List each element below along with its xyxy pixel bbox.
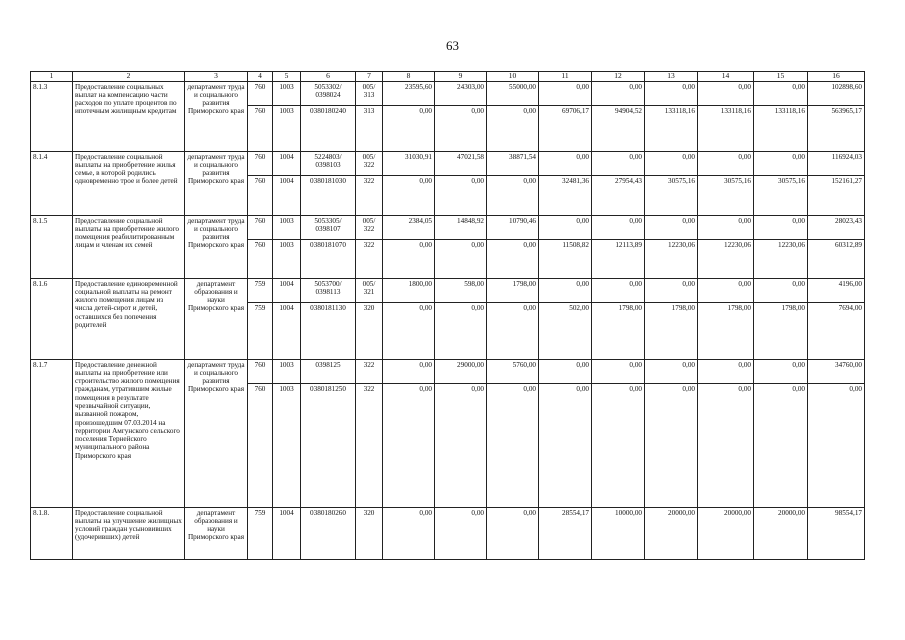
value-cell-c11: 0,00 xyxy=(539,278,592,302)
table-row xyxy=(31,151,865,175)
value-cell-c7: 320 xyxy=(356,507,383,559)
column-number-row xyxy=(31,72,865,82)
value-cell-c14: 0,00 xyxy=(698,383,754,507)
value-cell-c12: 0,00 xyxy=(592,151,645,175)
value-cell-c11: 0,00 xyxy=(539,383,592,507)
value-cell-c12: 0,00 xyxy=(592,278,645,302)
measure-name-cell: Предоставление социальной выплаты на улучшение жилищных условий граждан усыновивших (удочеривших) детей xyxy=(73,507,185,559)
value-cell-c5: 1004 xyxy=(273,302,301,359)
value-cell-c16: 563965,17 xyxy=(808,105,865,151)
value-cell-c6: 5224803/ 0398103 xyxy=(301,151,356,175)
value-cell-c5: 1003 xyxy=(273,359,301,383)
measure-name-cell: Предоставление денежной выплаты на приобретение или строительство жилого помещения гражданам, утратившим жилые помещения в результате чрезвычайной ситуации, вызванной пожаром, произошедшим 07.03.2014 на территории Амгунского сельского поселения Тернейского муниципального района Приморского края xyxy=(73,359,185,507)
department-cell: департамент труда и социального развития Приморского края xyxy=(185,215,248,278)
value-cell-c11: 11508,82 xyxy=(539,239,592,278)
measure-name-cell: Предоставление социальных выплат на компенсацию части расходов по уплате процентов по ипотечным жилищным кредитам xyxy=(73,81,185,151)
value-cell-c9: 0,00 xyxy=(435,105,487,151)
value-cell-c13: 0,00 xyxy=(645,151,698,175)
value-cell-c13: 0,00 xyxy=(645,215,698,239)
value-cell-c14: 0,00 xyxy=(698,81,754,105)
value-cell-c7: 322 xyxy=(356,359,383,383)
value-cell-c14: 0,00 xyxy=(698,215,754,239)
value-cell-c11: 0,00 xyxy=(539,359,592,383)
value-cell-c15: 0,00 xyxy=(754,359,808,383)
value-cell-c8: 0,00 xyxy=(383,302,435,359)
value-cell-c6: 5053700/ 0398113 xyxy=(301,278,356,302)
value-cell-c10: 0,00 xyxy=(487,105,539,151)
value-cell-c4: 760 xyxy=(248,215,273,239)
department-cell: департамент образования и науки Приморского края xyxy=(185,278,248,359)
row-number-cell: 8.1.5 xyxy=(31,215,73,278)
measure-name-cell: Предоставление социальной выплаты на приобретение жилья семье, в которой родились одновременно трое и более детей xyxy=(73,151,185,215)
value-cell-c4: 759 xyxy=(248,302,273,359)
value-cell-c16: 34760,00 xyxy=(808,359,865,383)
row-number-cell: 8.1.6 xyxy=(31,278,73,359)
value-cell-c5: 1004 xyxy=(273,175,301,215)
value-cell-c12: 1798,00 xyxy=(592,302,645,359)
value-cell-c11: 502,00 xyxy=(539,302,592,359)
value-cell-c4: 759 xyxy=(248,507,273,559)
budget-table xyxy=(30,71,865,560)
value-cell-c12: 0,00 xyxy=(592,215,645,239)
column-header: 5 xyxy=(273,72,301,82)
value-cell-c10: 0,00 xyxy=(487,507,539,559)
value-cell-c15: 0,00 xyxy=(754,151,808,175)
value-cell-c14: 1798,00 xyxy=(698,302,754,359)
value-cell-c16: 0,00 xyxy=(808,383,865,507)
value-cell-c9: 0,00 xyxy=(435,239,487,278)
value-cell-c11: 0,00 xyxy=(539,215,592,239)
value-cell-c10: 1798,00 xyxy=(487,278,539,302)
value-cell-c7: 320 xyxy=(356,302,383,359)
table-body xyxy=(31,81,865,559)
value-cell-c9: 29000,00 xyxy=(435,359,487,383)
value-cell-c13: 133118,16 xyxy=(645,105,698,151)
table-row xyxy=(31,359,865,383)
value-cell-c16: 152161,27 xyxy=(808,175,865,215)
value-cell-c15: 1798,00 xyxy=(754,302,808,359)
column-header: 10 xyxy=(487,72,539,82)
department-cell: департамент труда и социального развития Приморского края xyxy=(185,81,248,151)
value-cell-c15: 0,00 xyxy=(754,215,808,239)
value-cell-c16: 28023,43 xyxy=(808,215,865,239)
value-cell-c11: 32481,36 xyxy=(539,175,592,215)
column-header: 12 xyxy=(592,72,645,82)
value-cell-c8: 0,00 xyxy=(383,175,435,215)
value-cell-c8: 0,00 xyxy=(383,239,435,278)
value-cell-c5: 1003 xyxy=(273,383,301,507)
column-header: 7 xyxy=(356,72,383,82)
value-cell-c15: 12230,06 xyxy=(754,239,808,278)
row-number-cell: 8.1.7 xyxy=(31,359,73,507)
column-header: 13 xyxy=(645,72,698,82)
value-cell-c10: 55000,00 xyxy=(487,81,539,105)
value-cell-c7: 005/ 322 xyxy=(356,151,383,175)
value-cell-c4: 760 xyxy=(248,105,273,151)
value-cell-c4: 760 xyxy=(248,239,273,278)
value-cell-c6: 0380181030 xyxy=(301,175,356,215)
value-cell-c10: 0,00 xyxy=(487,383,539,507)
value-cell-c8: 0,00 xyxy=(383,359,435,383)
value-cell-c8: 0,00 xyxy=(383,507,435,559)
value-cell-c9: 0,00 xyxy=(435,302,487,359)
value-cell-c10: 0,00 xyxy=(487,175,539,215)
value-cell-c13: 0,00 xyxy=(645,278,698,302)
value-cell-c12: 0,00 xyxy=(592,383,645,507)
department-cell: департамент образования и науки Приморского края xyxy=(185,507,248,559)
value-cell-c8: 31030,91 xyxy=(383,151,435,175)
column-header: 16 xyxy=(808,72,865,82)
value-cell-c12: 0,00 xyxy=(592,359,645,383)
value-cell-c9: 14848,92 xyxy=(435,215,487,239)
value-cell-c9: 598,00 xyxy=(435,278,487,302)
column-header: 9 xyxy=(435,72,487,82)
department-cell: департамент труда и социального развития Приморского края xyxy=(185,359,248,507)
value-cell-c14: 0,00 xyxy=(698,359,754,383)
value-cell-c15: 20000,00 xyxy=(754,507,808,559)
column-header: 15 xyxy=(754,72,808,82)
value-cell-c14: 0,00 xyxy=(698,278,754,302)
value-cell-c4: 760 xyxy=(248,359,273,383)
column-header: 3 xyxy=(185,72,248,82)
value-cell-c8: 0,00 xyxy=(383,105,435,151)
value-cell-c16: 4196,00 xyxy=(808,278,865,302)
value-cell-c5: 1003 xyxy=(273,105,301,151)
value-cell-c12: 12113,89 xyxy=(592,239,645,278)
value-cell-c6: 0380180240 xyxy=(301,105,356,151)
value-cell-c9: 0,00 xyxy=(435,383,487,507)
value-cell-c14: 12230,06 xyxy=(698,239,754,278)
value-cell-c16: 7694,00 xyxy=(808,302,865,359)
table-row xyxy=(31,278,865,302)
value-cell-c6: 0380181070 xyxy=(301,239,356,278)
value-cell-c8: 1800,00 xyxy=(383,278,435,302)
value-cell-c7: 322 xyxy=(356,383,383,507)
value-cell-c5: 1003 xyxy=(273,215,301,239)
value-cell-c7: 005/ 321 xyxy=(356,278,383,302)
value-cell-c14: 133118,16 xyxy=(698,105,754,151)
value-cell-c13: 12230,06 xyxy=(645,239,698,278)
value-cell-c8: 23595,60 xyxy=(383,81,435,105)
value-cell-c6: 0380181130 xyxy=(301,302,356,359)
value-cell-c11: 28554,17 xyxy=(539,507,592,559)
value-cell-c13: 30575,16 xyxy=(645,175,698,215)
value-cell-c6: 0380180260 xyxy=(301,507,356,559)
value-cell-c10: 10790,46 xyxy=(487,215,539,239)
value-cell-c9: 24303,00 xyxy=(435,81,487,105)
value-cell-c10: 0,00 xyxy=(487,302,539,359)
column-header: 8 xyxy=(383,72,435,82)
value-cell-c7: 313 xyxy=(356,105,383,151)
value-cell-c4: 760 xyxy=(248,151,273,175)
value-cell-c14: 0,00 xyxy=(698,151,754,175)
measure-name-cell: Предоставление социальной выплаты на приобретение жилого помещения реабилитированным лицам и членам их семей xyxy=(73,215,185,278)
page-number: 63 xyxy=(446,38,459,53)
value-cell-c6: 0380181250 xyxy=(301,383,356,507)
row-number-cell: 8.1.4 xyxy=(31,151,73,215)
table-row xyxy=(31,81,865,105)
column-header: 4 xyxy=(248,72,273,82)
value-cell-c5: 1004 xyxy=(273,507,301,559)
value-cell-c7: 322 xyxy=(356,175,383,215)
department-cell: департамент труда и социального развития Приморского края xyxy=(185,151,248,215)
value-cell-c12: 10000,00 xyxy=(592,507,645,559)
value-cell-c5: 1004 xyxy=(273,151,301,175)
row-number-cell: 8.1.3 xyxy=(31,81,73,151)
value-cell-c15: 0,00 xyxy=(754,383,808,507)
value-cell-c10: 5760,00 xyxy=(487,359,539,383)
value-cell-c7: 322 xyxy=(356,239,383,278)
value-cell-c13: 0,00 xyxy=(645,81,698,105)
measure-name-cell: Предоставление единовременной социальной выплаты на ремонт жилого помещения лицам из числа детей-сирот и детей, оставшихся без попечения родителей xyxy=(73,278,185,359)
value-cell-c10: 38871,54 xyxy=(487,151,539,175)
value-cell-c5: 1004 xyxy=(273,278,301,302)
value-cell-c4: 760 xyxy=(248,383,273,507)
value-cell-c12: 0,00 xyxy=(592,81,645,105)
value-cell-c15: 0,00 xyxy=(754,278,808,302)
value-cell-c6: 0398125 xyxy=(301,359,356,383)
value-cell-c10: 0,00 xyxy=(487,239,539,278)
value-cell-c4: 760 xyxy=(248,175,273,215)
column-header: 11 xyxy=(539,72,592,82)
value-cell-c8: 0,00 xyxy=(383,383,435,507)
column-header: 2 xyxy=(73,72,185,82)
value-cell-c9: 47021,58 xyxy=(435,151,487,175)
column-header: 6 xyxy=(301,72,356,82)
value-cell-c9: 0,00 xyxy=(435,175,487,215)
value-cell-c11: 0,00 xyxy=(539,151,592,175)
value-cell-c5: 1003 xyxy=(273,81,301,105)
value-cell-c6: 5053305/ 0398107 xyxy=(301,215,356,239)
value-cell-c12: 94904,52 xyxy=(592,105,645,151)
table-row xyxy=(31,507,865,559)
value-cell-c4: 759 xyxy=(248,278,273,302)
column-header: 1 xyxy=(31,72,73,82)
value-cell-c13: 20000,00 xyxy=(645,507,698,559)
value-cell-c16: 60312,89 xyxy=(808,239,865,278)
value-cell-c5: 1003 xyxy=(273,239,301,278)
value-cell-c14: 30575,16 xyxy=(698,175,754,215)
value-cell-c16: 102898,60 xyxy=(808,81,865,105)
value-cell-c15: 0,00 xyxy=(754,81,808,105)
value-cell-c7: 005/ 313 xyxy=(356,81,383,105)
value-cell-c14: 20000,00 xyxy=(698,507,754,559)
value-cell-c13: 1798,00 xyxy=(645,302,698,359)
value-cell-c15: 30575,16 xyxy=(754,175,808,215)
value-cell-c16: 116924,03 xyxy=(808,151,865,175)
value-cell-c13: 0,00 xyxy=(645,383,698,507)
value-cell-c11: 0,00 xyxy=(539,81,592,105)
value-cell-c13: 0,00 xyxy=(645,359,698,383)
value-cell-c12: 27954,43 xyxy=(592,175,645,215)
value-cell-c16: 98554,17 xyxy=(808,507,865,559)
value-cell-c6: 5053302/ 0398024 xyxy=(301,81,356,105)
value-cell-c7: 005/ 322 xyxy=(356,215,383,239)
column-header: 14 xyxy=(698,72,754,82)
table-row xyxy=(31,215,865,239)
value-cell-c15: 133118,16 xyxy=(754,105,808,151)
value-cell-c11: 69706,17 xyxy=(539,105,592,151)
row-number-cell: 8.1.8. xyxy=(31,507,73,559)
value-cell-c8: 2384,05 xyxy=(383,215,435,239)
value-cell-c4: 760 xyxy=(248,81,273,105)
value-cell-c9: 0,00 xyxy=(435,507,487,559)
